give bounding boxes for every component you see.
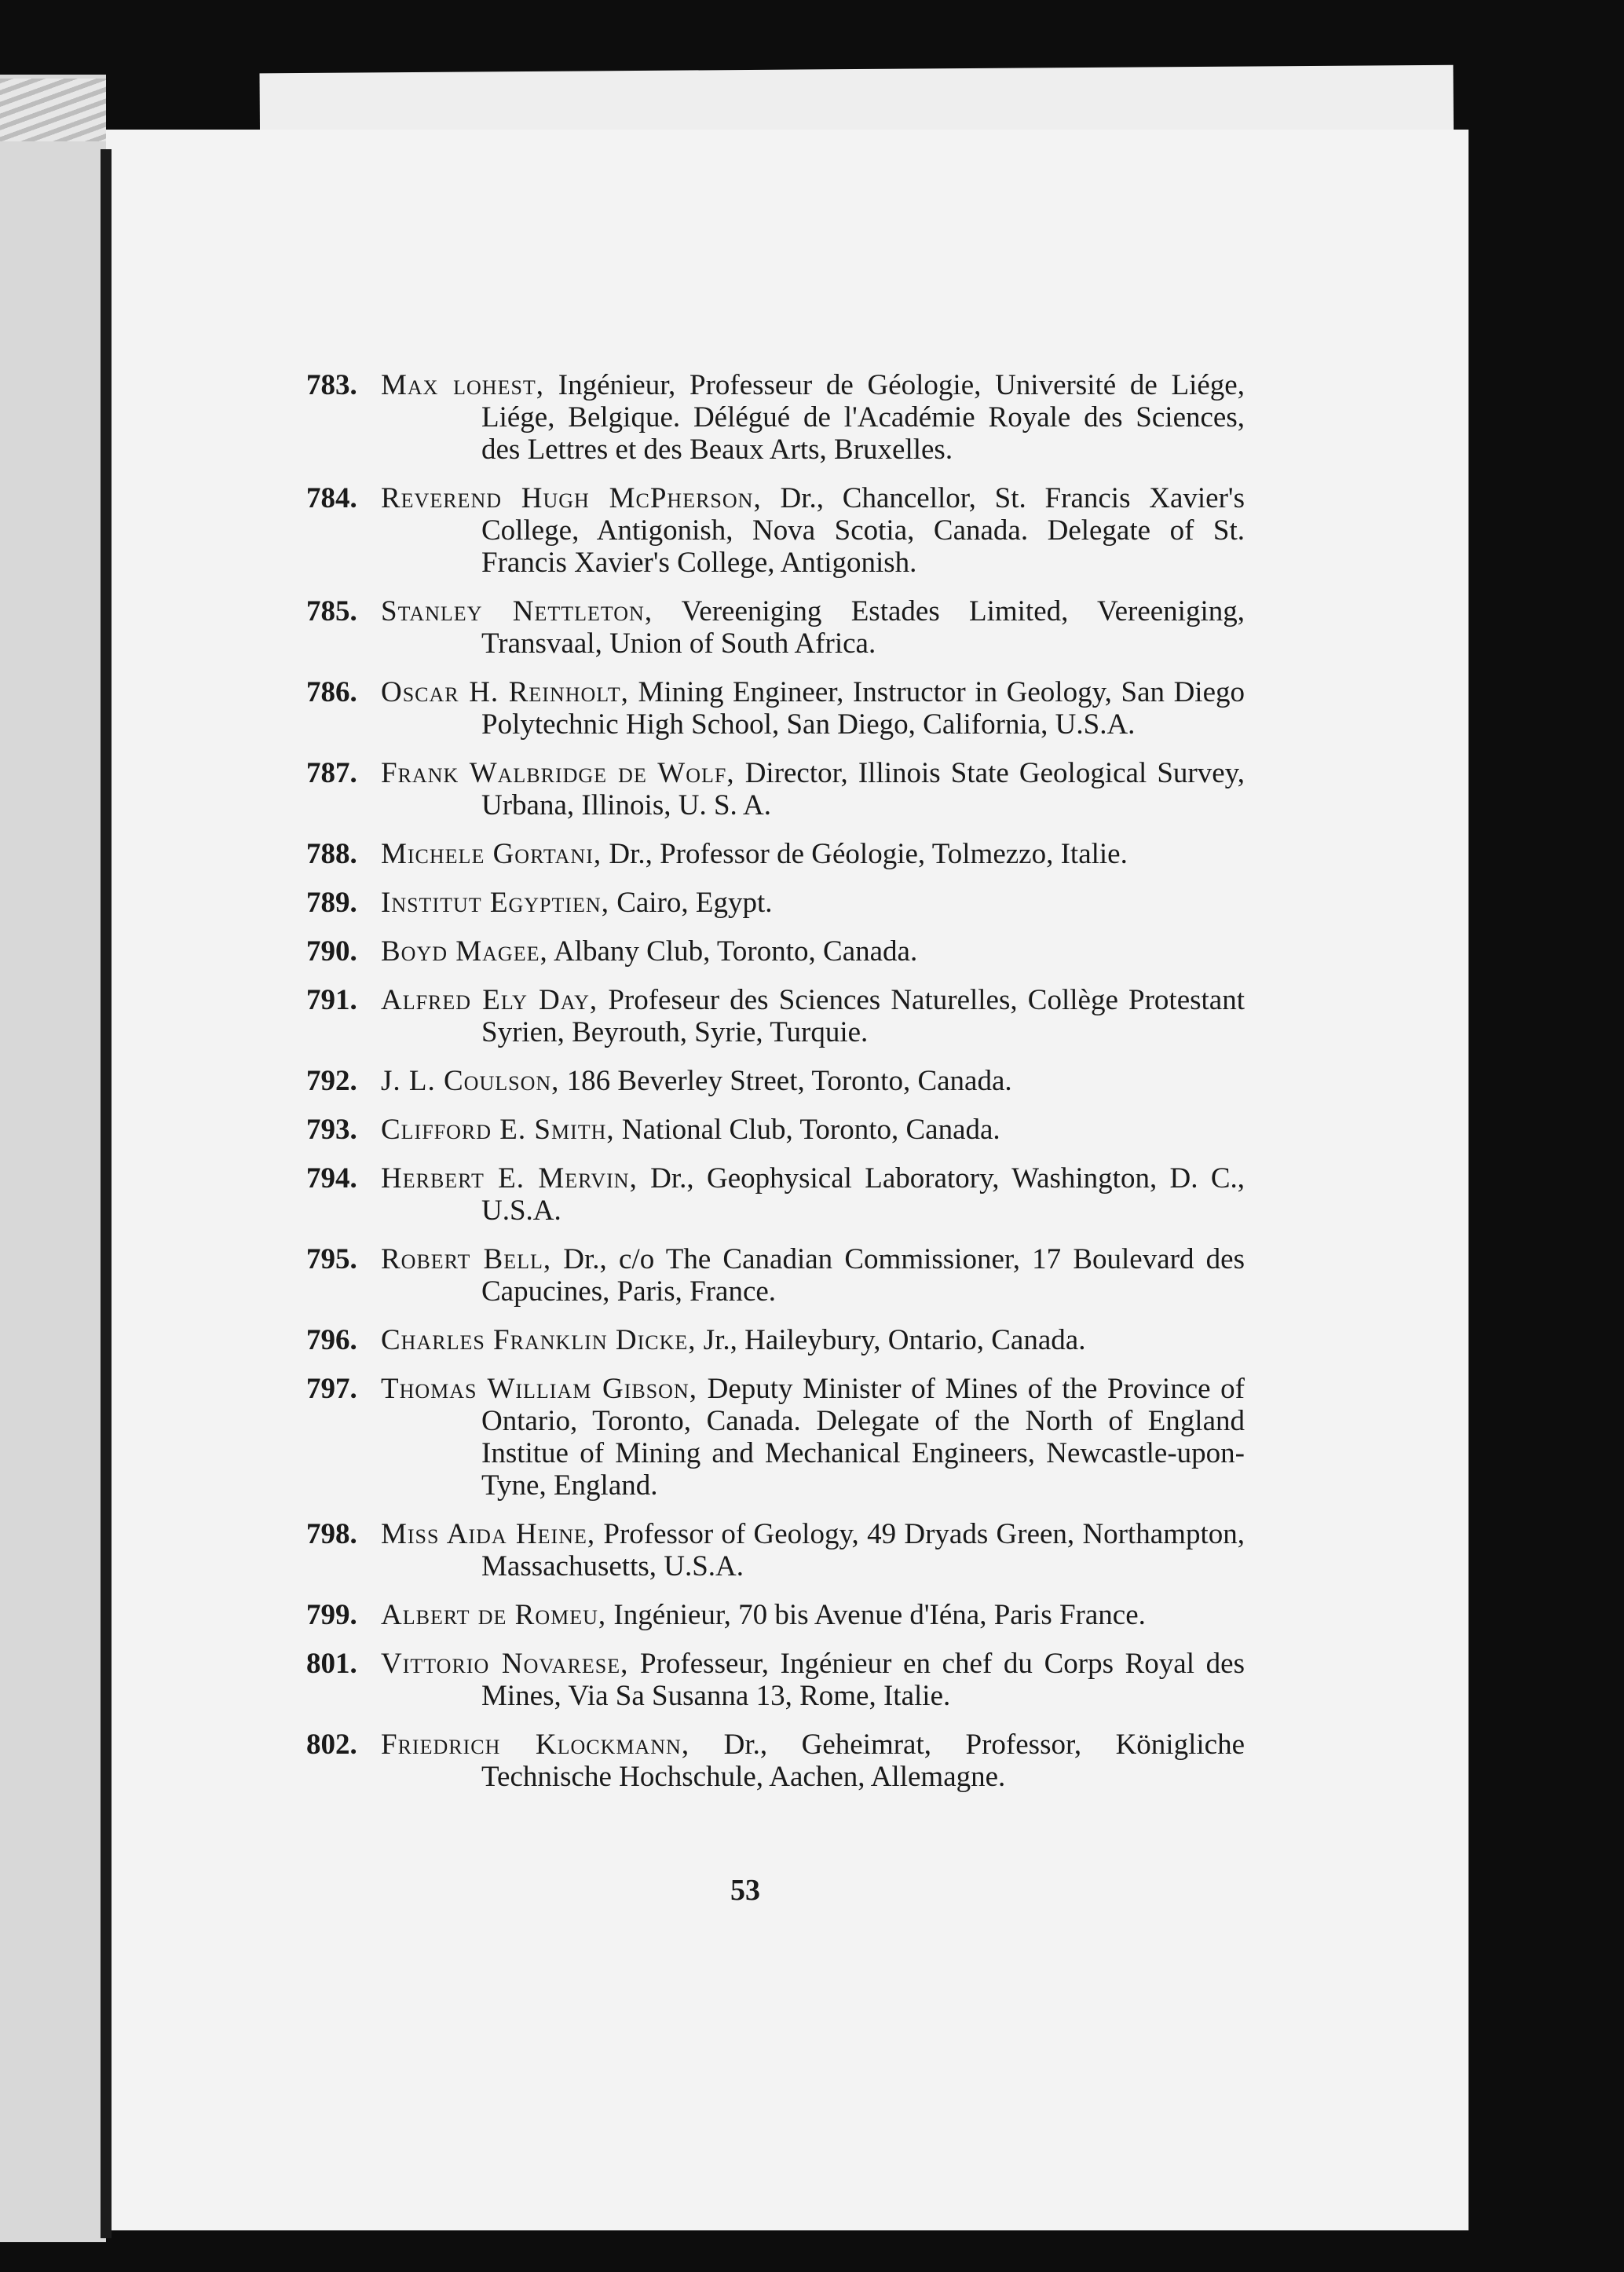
entry-number: 802. <box>306 1729 357 1761</box>
entry-number: 786. <box>306 676 357 708</box>
entry-name: Max lohest, <box>381 369 545 401</box>
entry-number: 797. <box>306 1373 357 1405</box>
entry-number: 792. <box>306 1065 357 1097</box>
list-item <box>306 1162 1245 1227</box>
entry-name: J. L. Coulson, <box>381 1065 560 1097</box>
left-page-edge <box>0 75 106 2242</box>
entry-text <box>381 1243 1245 1308</box>
entry-name: Clifford E. Smith, <box>381 1114 615 1146</box>
list-item <box>306 984 1245 1048</box>
entry-number: 799. <box>306 1599 357 1631</box>
entry-number: 790. <box>306 935 357 968</box>
entry-details: 186 Beverley Street, Toronto, Canada. <box>559 1065 1012 1097</box>
entry-name: Friedrich Klockmann, <box>381 1729 690 1761</box>
page-number: 53 <box>730 1874 760 1907</box>
entry-text <box>381 369 1245 466</box>
entry-name: Charles Franklin Dicke, <box>381 1324 697 1356</box>
entry-details: Cairo, Egypt. <box>609 887 773 919</box>
entry-name: Reverend Hugh McPherson, <box>381 482 762 514</box>
list-item <box>306 1373 1245 1502</box>
entry-name: Vittorio Novarese, <box>381 1648 629 1680</box>
entry-number: 787. <box>306 757 357 789</box>
entry-number: 793. <box>306 1114 357 1146</box>
entry-details: Professeur, Ingénieur en chef du Corps Royal des Mines, Via Sa Susanna 13, Rome, Italie. <box>481 1648 1245 1712</box>
entry-text <box>381 1599 1245 1631</box>
entry-number: 795. <box>306 1243 357 1275</box>
list-item <box>306 676 1245 741</box>
entry-details: Profeseur des Sciences Naturelles, Collège Protestant Syrien, Beyrouth, Syrie, Turquie. <box>481 984 1245 1048</box>
left-page-shading <box>0 79 106 141</box>
entry-number: 791. <box>306 984 357 1016</box>
list-item <box>306 369 1245 466</box>
entry-text <box>381 1162 1245 1227</box>
entry-number: 798. <box>306 1518 357 1550</box>
entry-text <box>381 838 1245 870</box>
list-item <box>306 757 1245 821</box>
entry-details: Director, Illinois State Geological Survey, Urbana, Illinois, U. S. A. <box>481 757 1245 821</box>
entry-text <box>381 482 1245 579</box>
entry-details: Albany Club, Toronto, Canada. <box>547 935 918 968</box>
list-item <box>306 935 1245 968</box>
entry-text <box>381 1065 1245 1097</box>
entry-number: 801. <box>306 1648 357 1680</box>
entry-name: Thomas William Gibson, <box>381 1373 697 1405</box>
list-item <box>306 1599 1245 1631</box>
list-item <box>306 1324 1245 1356</box>
list-item <box>306 887 1245 919</box>
entry-text <box>381 935 1245 968</box>
list-item <box>306 838 1245 870</box>
entry-details: Professor of Geology, 49 Dryads Green, Northampton, Massachusetts, U.S.A. <box>481 1518 1245 1582</box>
entry-text <box>381 1648 1245 1712</box>
entry-name: Robert Bell, <box>381 1243 552 1275</box>
entry-details: Dr., c/o The Canadian Commissioner, 17 Boulevard des Capucines, Paris, France. <box>481 1243 1245 1308</box>
entry-details: Dr., Professor de Géologie, Tolmezzo, Italie. <box>602 838 1128 870</box>
list-item <box>306 1114 1245 1146</box>
entry-details: Ingénieur, 70 bis Avenue d'Iéna, Paris France. <box>606 1599 1146 1631</box>
book-binding <box>101 149 112 2238</box>
entry-details: Ingénieur, Professeur de Géologie, Université de Liége, Liége, Belgique. Délégué de l'Académie Royale des Sciences, des Lettres et des Beaux Arts, Bruxelles. <box>481 369 1245 466</box>
entry-name: Boyd Magee, <box>381 935 548 968</box>
list-item <box>306 1065 1245 1097</box>
entry-text <box>381 595 1245 660</box>
entry-details: Vereeniging Estades Limited, Vereeniging, Transvaal, Union of South Africa. <box>481 595 1245 660</box>
entry-name: Frank Walbridge de Wolf, <box>381 757 735 789</box>
entry-text <box>381 984 1245 1048</box>
entry-number: 788. <box>306 838 357 870</box>
entry-name: Institut Egyptien, <box>381 887 609 919</box>
entry-text <box>381 1324 1245 1356</box>
entry-text <box>381 887 1245 919</box>
entry-list <box>306 369 1245 1809</box>
entry-details: Dr., Geheimrat, Professor, Königliche Technische Hochschule, Aachen, Allemagne. <box>481 1729 1245 1793</box>
entry-number: 794. <box>306 1162 357 1195</box>
entry-name: Stanley Nettleton, <box>381 595 653 627</box>
entry-name: Herbert E. Mervin, <box>381 1162 638 1195</box>
entry-number: 789. <box>306 887 357 919</box>
entry-number: 785. <box>306 595 357 627</box>
entry-name: Albert de Romeu, <box>381 1599 607 1631</box>
entry-details: Deputy Minister of Mines of the Province of Ontario, Toronto, Canada. Delegate of the North of England Institue of Mining and Mechanical Engineers, Newcastle-upon-Tyne, England. <box>481 1373 1245 1502</box>
list-item <box>306 1518 1245 1582</box>
list-item <box>306 595 1245 660</box>
entry-number: 784. <box>306 482 357 514</box>
list-item <box>306 1243 1245 1308</box>
entry-name: Michele Gortani, <box>381 838 602 870</box>
list-item <box>306 482 1245 579</box>
entry-text <box>381 1729 1245 1793</box>
entry-details: National Club, Toronto, Canada. <box>614 1114 1000 1146</box>
entry-text <box>381 676 1245 741</box>
entry-details: Dr., Chancellor, St. Francis Xavier's College, Antigonish, Nova Scotia, Canada. Delegate of St. Francis Xavier's College, Antigonish. <box>481 482 1245 579</box>
entry-name: Alfred Ely Day, <box>381 984 598 1016</box>
entry-details: Dr., Geophysical Laboratory, Washington, D. C., U.S.A. <box>481 1162 1245 1227</box>
entry-text <box>381 1373 1245 1502</box>
entry-number: 783. <box>306 369 357 401</box>
entry-details: Mining Engineer, Instructor in Geology, San Diego Polytechnic High School, San Diego, California, U.S.A. <box>481 676 1245 741</box>
list-item <box>306 1729 1245 1793</box>
entry-text <box>381 1114 1245 1146</box>
entry-details: Jr., Haileybury, Ontario, Canada. <box>696 1324 1086 1356</box>
list-item <box>306 1648 1245 1712</box>
entry-text <box>381 1518 1245 1582</box>
entry-number: 796. <box>306 1324 357 1356</box>
entry-name: Oscar H. Reinholt, <box>381 676 629 708</box>
entry-name: Miss Aida Heine, <box>381 1518 596 1550</box>
entry-text <box>381 757 1245 821</box>
